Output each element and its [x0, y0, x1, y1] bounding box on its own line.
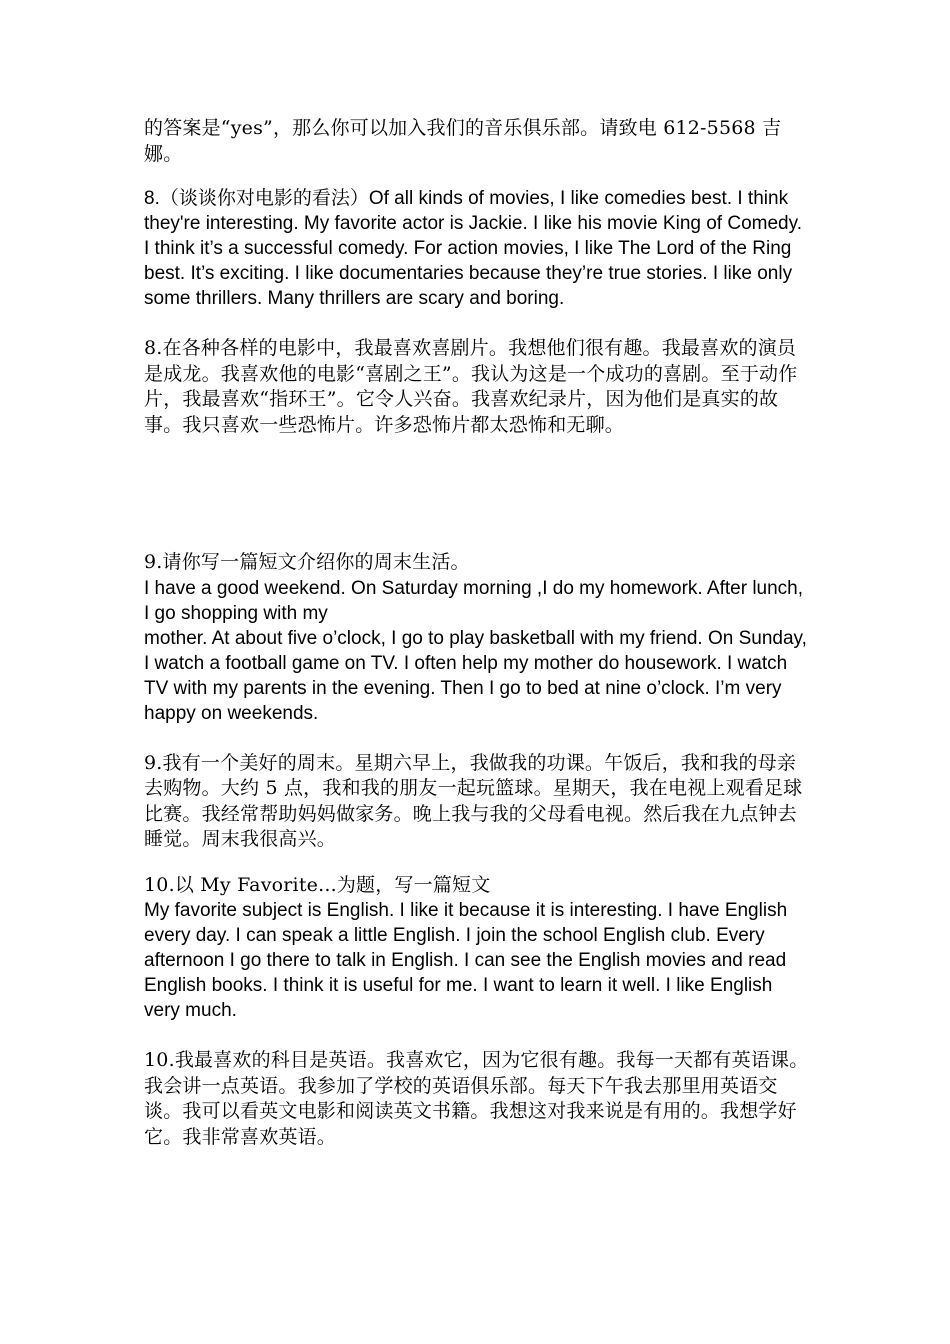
paragraph-music-club-ending: 的答案是“yes”，那么你可以加入我们的音乐俱乐部。请致电 612-5568 吉娜。 — [144, 117, 782, 165]
paragraph-9-english-part2: mother. At about five o’clock, I go to play basketball with my friend. On Sunday, I watch a football game on TV. I often help my mother do housework. I watch TV with my parents in the evening. Then I go to bed at nine o’clock. I’m very happy on weekends. — [144, 627, 813, 724]
document-page — [144, 116, 813, 1150]
paragraph-9-chinese: 9.我有一个美好的周末。星期六早上，我做我的功课。午饭后，我和我的母亲去购物。大约 5 点，我和我的朋友一起玩篮球。星期天，我在电视上观看足球比赛。我经常帮助妈妈做家务。晚上我与我的父母看电视。然后我在九点钟去睡觉。周末我很高兴。 — [144, 751, 803, 850]
paragraph-10-prompt: 10.以 My Favorite...为题，写一篇短文 — [144, 873, 491, 896]
paragraph-10-chinese: 10.我最喜欢的科目是英语。我喜欢它，因为它很有趣。我每一天都有英语课。我会讲一点英语。我参加了学校的英语俱乐部。每天下午我去那里用英语交谈。我可以看英文电影和阅读英文书籍。我想这对我来说是有用的。我想学好它。我非常喜欢英语。 — [144, 1049, 809, 1148]
paragraph-10-english: My favorite subject is English. I like it because it is interesting. I have English every day. I can speak a little English. I join the school English club. Every afternoon I go there to talk in English. I can see the English movies and read English books. I think it is useful for me. I want to learn it well. I like English very much. — [144, 900, 793, 1021]
paragraph-8-movies-chinese: 8.在各种各样的电影中，我最喜欢喜剧片。我想他们很有趣。我最喜欢的演员是成龙。我喜欢他的电影“喜剧之王”。我认为这是一个成功的喜剧。至于动作片，我最喜欢“指环王”。它令人兴奋。我喜欢纪录片，因为他们是真实的故事。我只喜欢一些恐怖片。许多恐怖片都太恐怖和无聊。 — [144, 337, 798, 436]
paragraph-9-english-part1: I have a good weekend. On Saturday morning ,I do my homework. After lunch, I go shopping with my — [144, 577, 809, 624]
paragraph-9-prompt: 9.请你写一篇短文介绍你的周末生活。 — [144, 551, 470, 573]
paragraph-8-movies-english: 8.（谈谈你对电影的看法）Of all kinds of movies, I like comedies best. I think they're interesting. My favorite actor is Jackie. I like his movie King of Comedy. I think it’s a successful comedy. For action movies, I like The Lord of the Ring best. It’s exciting. I like documentaries because they’re true stories. I like only some thrillers. Many thrillers are scary and boring. — [144, 188, 808, 309]
